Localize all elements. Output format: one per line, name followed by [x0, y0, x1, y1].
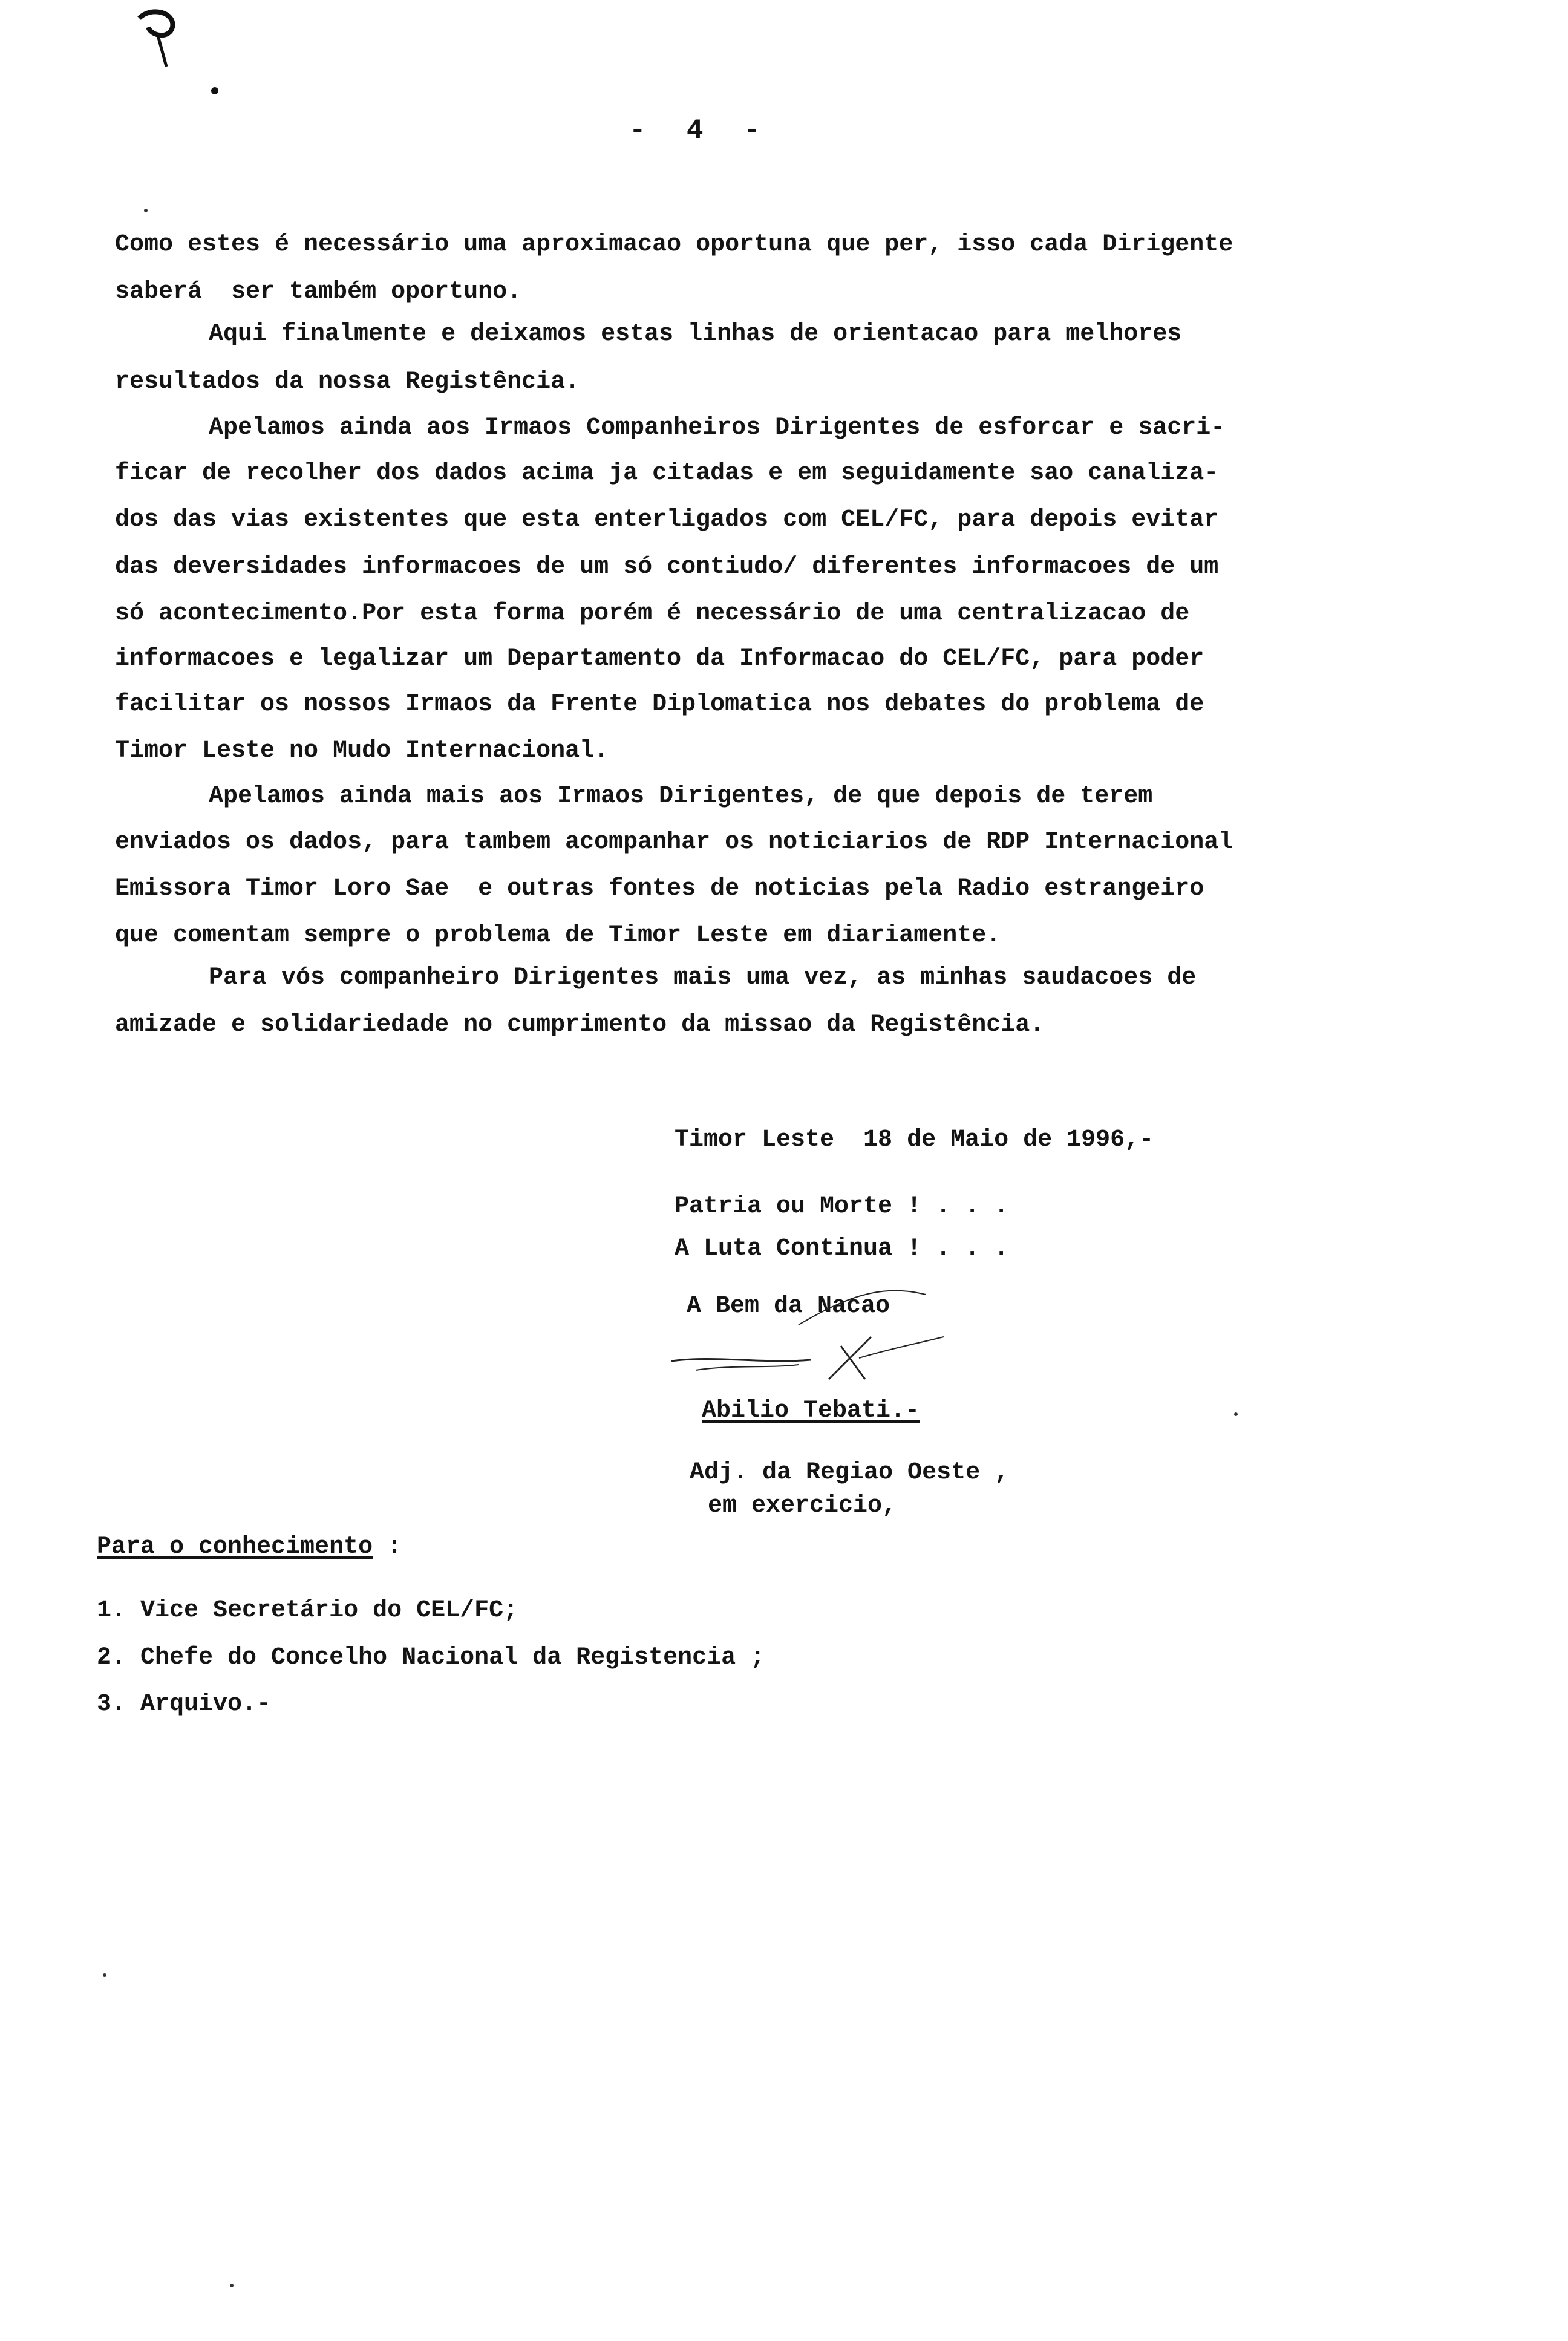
body-line: ficar de recolher dos dados acima ja citadas e em seguidamente sao canaliza-: [115, 460, 1219, 487]
body-line: dos das vias existentes que esta enterligados com CEL/FC, para depois evitar: [115, 506, 1219, 534]
body-line: amizade e solidariedade no cumprimento da missao da Registência.: [115, 1011, 1045, 1039]
distribution-item: 2. Chefe do Concelho Nacional da Registencia ;: [97, 1644, 765, 1671]
distribution-heading-text: Para o conhecimento: [97, 1533, 373, 1561]
motto-line: A Luta Continua ! . . .: [675, 1235, 1009, 1262]
body-line: Aqui finalmente e deixamos estas linhas de orientacao para melhores: [209, 321, 1182, 348]
body-line: das deversidades informacoes de um só contiudo/ diferentes informacoes de um: [115, 553, 1219, 581]
body-line: que comentam sempre o problema de Timor Leste em diariamente.: [115, 922, 1001, 949]
motto-line: Patria ou Morte ! . . .: [675, 1193, 1009, 1220]
body-line: facilitar os nossos Irmaos da Frente Diplomatica nos debates do problema de: [115, 691, 1204, 718]
distribution-item: 3. Arquivo.-: [97, 1691, 272, 1718]
body-line: Para vós companheiro Dirigentes mais uma vez, as minhas saudacoes de: [209, 964, 1197, 991]
scan-speck: [230, 2284, 234, 2287]
handwritten-signature: [659, 1258, 998, 1403]
body-line: informacoes e legalizar um Departamento da Informacao do CEL/FC, para poder: [115, 645, 1204, 673]
ink-mark-icon: [115, 0, 236, 109]
body-line: enviados os dados, para tambem acompanhar os noticiarios de RDP Internacional: [115, 829, 1233, 856]
distribution-heading: [97, 1533, 402, 1561]
scan-speck: [103, 1973, 106, 1977]
signatory-title: em exercicio,: [708, 1492, 897, 1520]
place-date: Timor Leste 18 de Maio de 1996,-: [675, 1126, 1154, 1154]
distribution-item: 1. Vice Secretário do CEL/FC;: [97, 1597, 518, 1624]
scan-speck: [1234, 1412, 1238, 1416]
body-line: Emissora Timor Loro Sae e outras fontes de noticias pela Radio estrangeiro: [115, 875, 1204, 903]
body-line: Timor Leste no Mudo Internacional.: [115, 737, 609, 765]
body-line: Como estes é necessário uma aproximacao oportuna que per, isso cada Dirigente: [115, 231, 1233, 258]
body-line: saberá ser também oportuno.: [115, 278, 522, 305]
body-line: só acontecimento.Por esta forma porém é necessário de uma centralizacao de: [115, 600, 1190, 627]
signatory-name: Abilio Tebati.-: [702, 1397, 920, 1425]
scan-speck: [144, 209, 148, 212]
page-number: - 4 -: [629, 115, 763, 146]
motto-line: A Bem da Nacao: [687, 1293, 890, 1320]
distribution-heading-suffix: :: [373, 1533, 402, 1561]
body-line: Apelamos ainda aos Irmaos Companheiros Dirigentes de esforcar e sacri-: [209, 414, 1226, 442]
body-line: resultados da nossa Registência.: [115, 368, 580, 396]
signatory-title: Adj. da Regiao Oeste ,: [690, 1459, 1010, 1486]
body-line: Apelamos ainda mais aos Irmaos Dirigentes, de que depois de terem: [209, 783, 1153, 810]
